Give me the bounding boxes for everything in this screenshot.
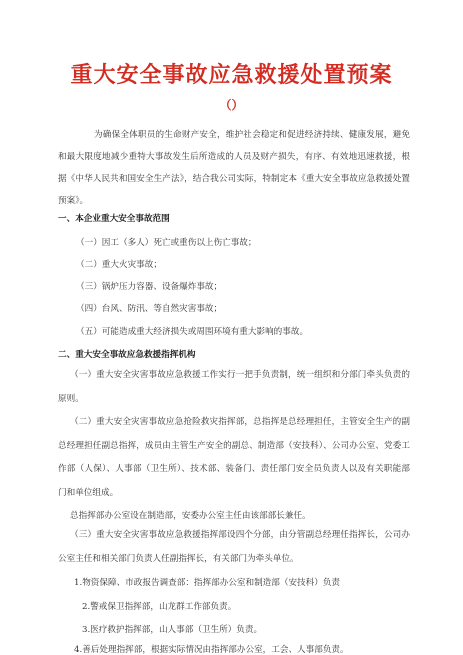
- subdivision-item: 4.善后处理指挥部，根据实际情况由指挥部办公室，工会、人事部负责。: [74, 645, 349, 655]
- scope-item: （二）重大火灾事故；: [76, 260, 162, 270]
- section-heading-scope: 一、本企业重大安全事故范围: [58, 214, 170, 224]
- command-paragraph-1: （一）重大安全灾害事故应急救援工作实行一把手负责制，统一组织和分部门牵头负责的原则。: [58, 370, 410, 404]
- scope-item: （五）可能造成重大经济损失或周围环境有重大影响的事故。: [76, 327, 309, 337]
- command-paragraph-4: （三）重大安全灾害事故应急救援指挥部设四个分部，由分管副总经理任指挥长，公司办公室主任和相关部门负责人任副指挥长，有关部门为牵头单位。: [58, 530, 410, 564]
- subdivision-item: 2.警戒保卫指挥部，山龙群工作部负责。: [82, 602, 237, 612]
- intro-paragraph: 为确保全体职员的生命财产安全，维护社会稳定和促进经济持续、健康发展，避免和最大限度地减少重特大事故发生后所造成的人员及财产损失，有序、有效地迅速救援，根据《中华人民共和国安全生产法》，结合我公司实际，特制定本《重大安全事故应急救援处置预案》。: [58, 130, 410, 206]
- scope-item: （一）因工（多人）死亡或重伤以上伤亡事故；: [76, 238, 257, 248]
- subdivision-item: 1.物资保障、市政报告调查部：指挥部办公室和制造部（安技科）负责: [74, 578, 341, 588]
- command-paragraph-3: 总指挥部办公室设在制造部，安委办公室主任由该部部长兼任。: [70, 511, 311, 521]
- document-subtitle: （）: [219, 98, 244, 112]
- subdivision-item: 3.医疗救护指挥部，山人事部（卫生所）负责。: [82, 625, 263, 635]
- scope-item: （三）锅炉压力容器、设备爆炸事故；: [76, 282, 223, 292]
- command-paragraph-2: （二）重大安全灾害事故应急抢险救灾指挥部，总指挥是总经理担任，主管安全生产的副总经理担任副总指挥，成员由主管生产安全的副总、制造部（安技科）、公司办公室、党委工作部（人保）、人事部（卫生所）、技术部、装备门、责任部门安全员负责人以及有关职能部门和单位组成。: [58, 417, 410, 498]
- document-title: 重大安全事故应急救援处置预案: [70, 62, 393, 88]
- section-heading-command: 二、重大安全事故应急救援指挥机构: [58, 350, 196, 360]
- scope-item: （四）台风、防汛、等自然灾害事故；: [76, 304, 223, 314]
